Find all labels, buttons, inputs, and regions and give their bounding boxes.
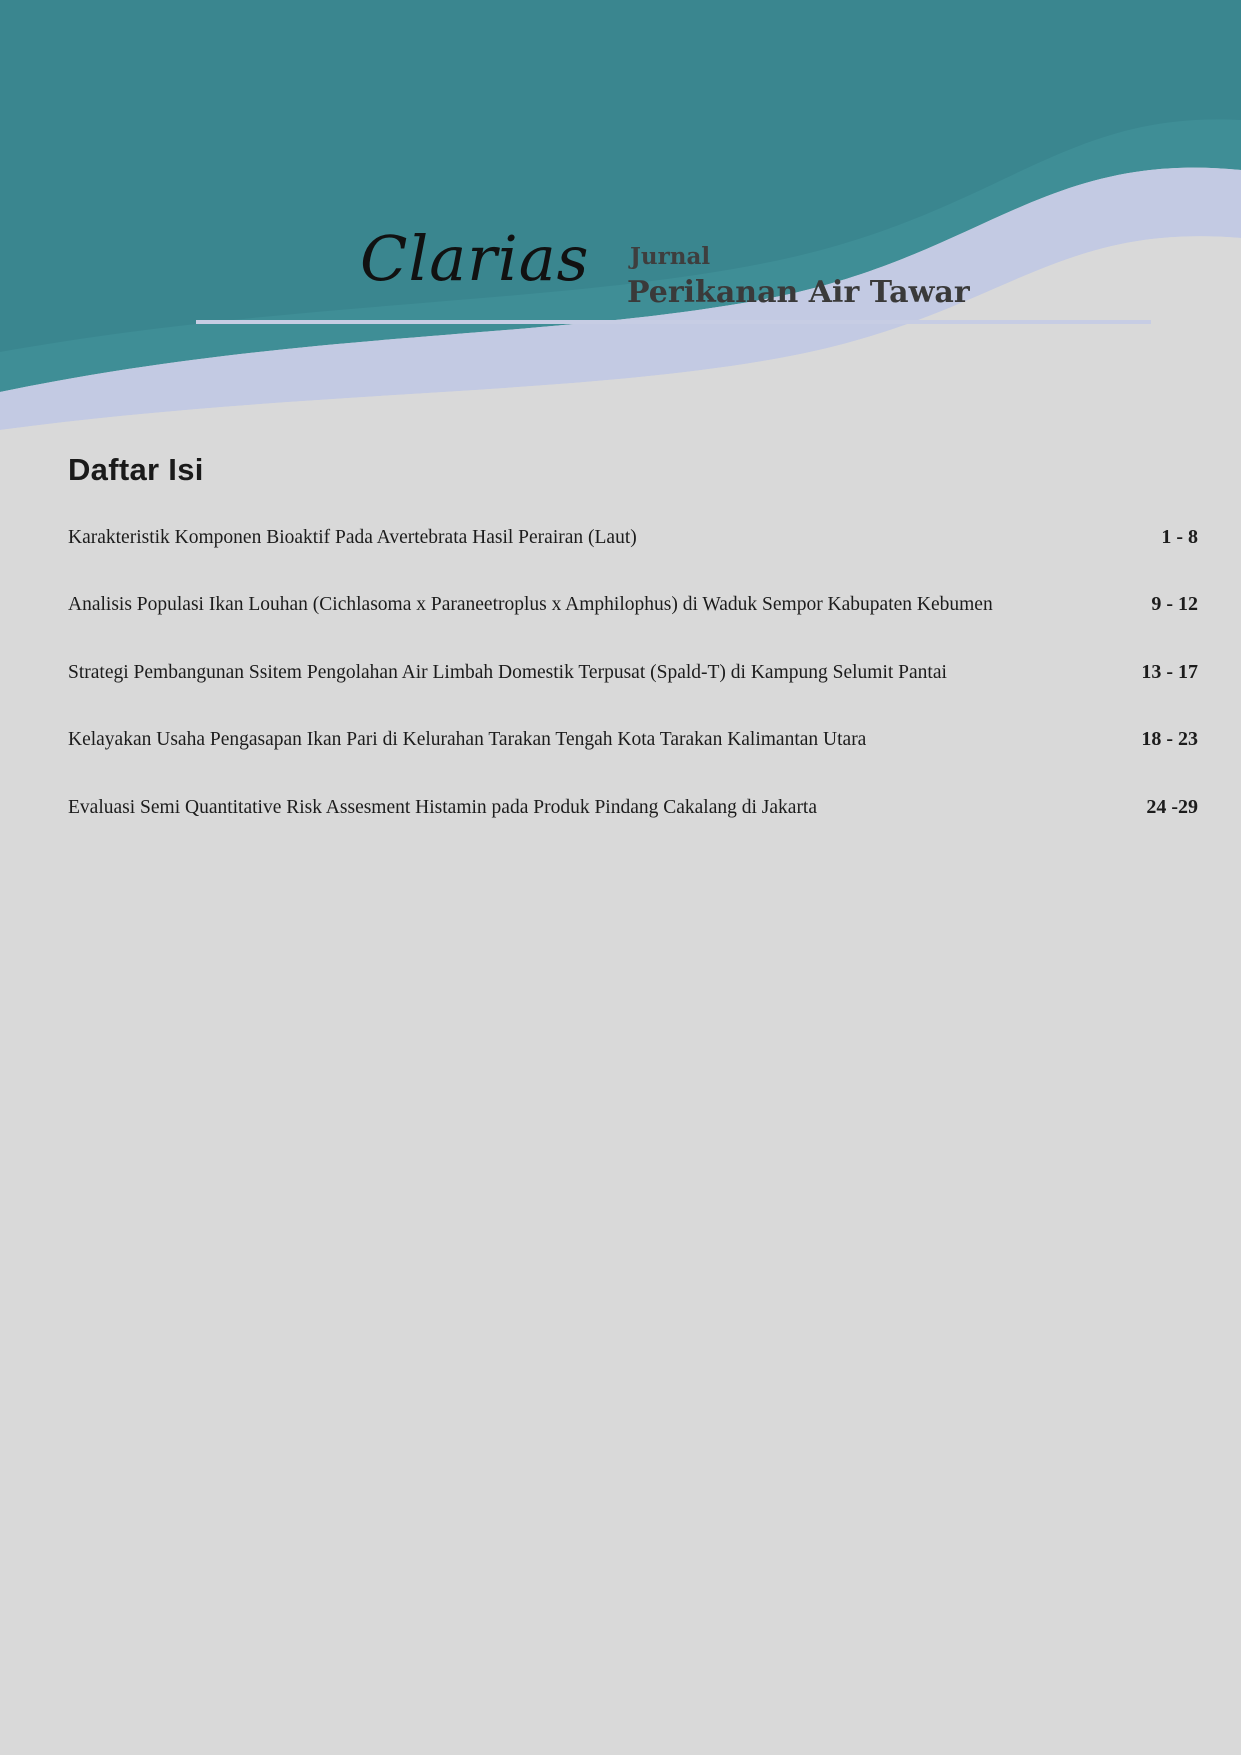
toc-entry-pages: 24 -29 [1146, 795, 1198, 818]
masthead-divider [196, 320, 1151, 324]
journal-subtitle-top: Jurnal [630, 243, 711, 270]
list-item[interactable] [68, 796, 1198, 820]
toc-entry-pages: 13 - 17 [1141, 660, 1198, 683]
journal-header-banner [0, 0, 1241, 430]
toc-list [68, 526, 1198, 820]
toc-entry-title: Karakteristik Komponen Bioaktif Pada Avertebrata Hasil Perairan (Laut) [68, 527, 637, 548]
list-item[interactable] [68, 661, 1198, 685]
toc-entry-pages: 9 - 12 [1151, 593, 1198, 616]
toc-entry-title: Strategi Pembangunan Ssitem Pengolahan Air Limbah Domestik Terpusat (Spald-T) di Kampung Selumit Pantai [68, 661, 947, 683]
list-item[interactable] [68, 593, 1198, 617]
table-of-contents [68, 452, 1198, 863]
journal-title: Clarias [360, 222, 590, 295]
toc-entry-title: Evaluasi Semi Quantitative Risk Assesment Histamin pada Produk Pindang Cakalang di Jakarta [68, 796, 818, 818]
toc-entry-pages: 1 - 8 [1161, 526, 1198, 548]
list-item[interactable] [68, 526, 1198, 550]
toc-entry-title: Analisis Populasi Ikan Louhan (Cichlasoma x Paraneetroplus x Amphilophus) di Waduk Sempor Kabupaten Kebumen [68, 594, 993, 616]
page-title: Daftar Isi [68, 452, 204, 487]
toc-entry-title: Kelayakan Usaha Pengasapan Ikan Pari di Kelurahan Tarakan Tengah Kota Tarakan Kalimantan Utara [68, 729, 867, 751]
list-item[interactable] [68, 728, 1198, 752]
journal-subtitle-main: Perikanan Air Tawar [627, 275, 970, 310]
masthead [0, 110, 1241, 310]
toc-entry-pages: 18 - 23 [1141, 728, 1198, 751]
